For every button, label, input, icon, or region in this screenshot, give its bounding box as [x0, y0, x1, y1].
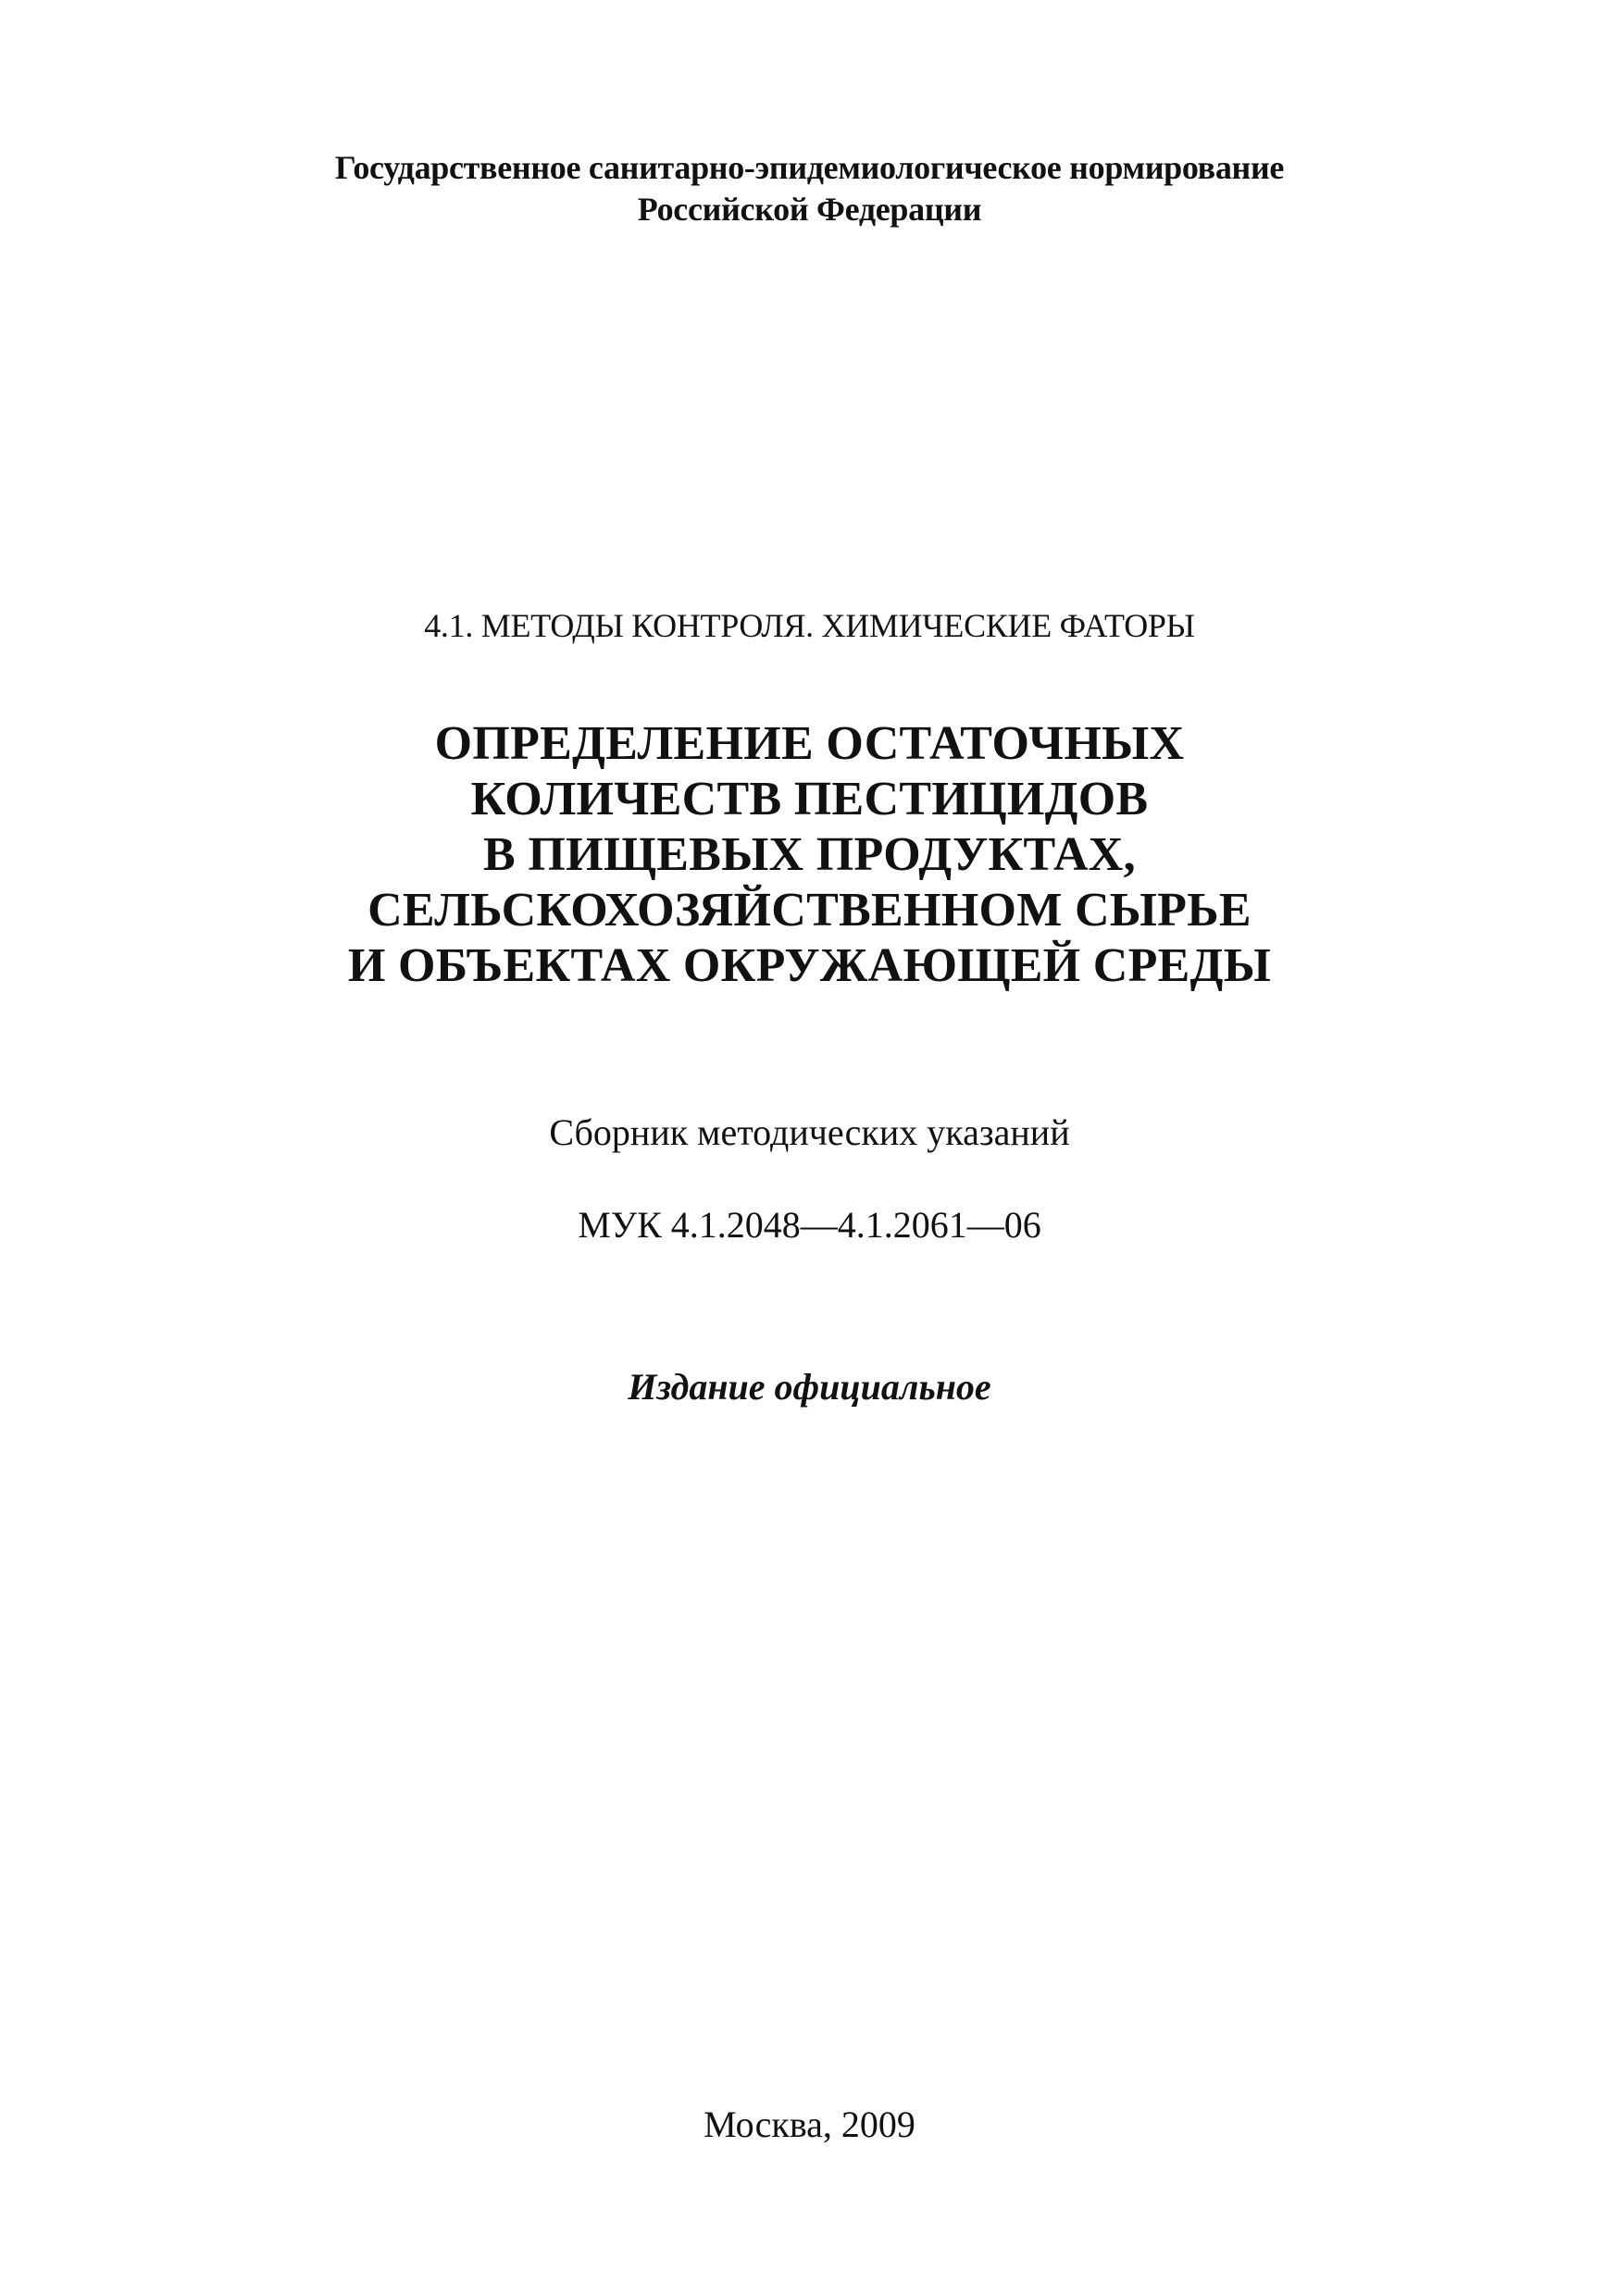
header-country-line: Российской Федерации: [637, 191, 982, 228]
title-line-5: И ОБЪЕКТАХ ОКРУЖАЮЩЕЙ СРЕДЫ: [347, 939, 1272, 992]
collection-subtitle: Сборник методических указаний: [549, 1111, 1070, 1153]
header-authority-line: Государственное санитарно-эпидемиологическое нормирование: [334, 149, 1285, 186]
imprint-city-year: Москва, 2009: [704, 2104, 915, 2145]
edition-note: Издание официальное: [628, 1366, 991, 1408]
section-heading: 4.1. МЕТОДЫ КОНТРОЛЯ. ХИМИЧЕСКИЕ ФАТОРЫ: [424, 607, 1195, 644]
title-line-4: СЕЛЬСКОХОЗЯЙСТВЕННОМ СЫРЬЕ: [367, 884, 1252, 937]
title-line-3: В ПИЩЕВЫХ ПРОДУКТАХ,: [483, 828, 1136, 881]
title-line-2: КОЛИЧЕСТВ ПЕСТИЦИДОВ: [470, 773, 1149, 825]
document-code: МУК 4.1.2048—4.1.2061—06: [578, 1204, 1041, 1246]
title-line-1: ОПРЕДЕЛЕНИЕ ОСТАТОЧНЫХ: [434, 717, 1185, 770]
